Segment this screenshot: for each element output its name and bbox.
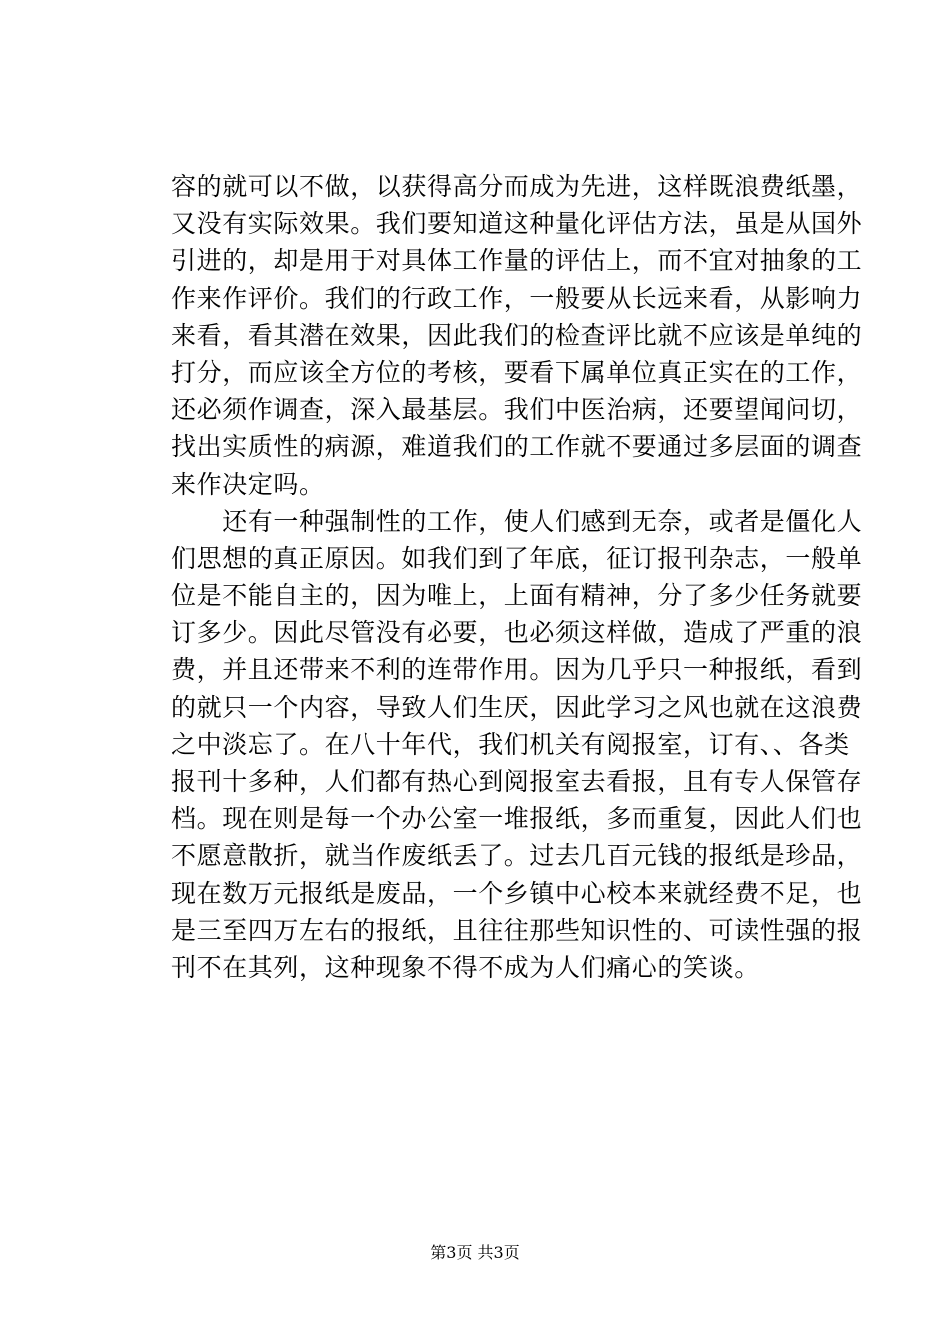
text-line: 们思想的真正原因。如我们到了年底，征订报刊杂志，一般单 <box>171 543 863 573</box>
text-line: 现在数万元报纸是废品，一个乡镇中心校本来就经费不足，也 <box>171 878 863 908</box>
text-line: 打分，而应该全方位的考核，要看下属单位真正实在的工作， <box>171 357 863 387</box>
text-line: 费，并且还带来不利的连带作用。因为几乎只一种报纸，看到 <box>171 655 863 685</box>
text-line: 引进的，却是用于对具体工作量的评估上，而不宜对抽象的工 <box>171 246 863 276</box>
text-line: 又没有实际效果。我们要知道这种量化评估方法，虽是从国外 <box>171 209 863 239</box>
body-text <box>171 168 863 986</box>
text-line: 来看，看其潜在效果，因此我们的检查评比就不应该是单纯的 <box>171 320 863 350</box>
text-line: 是三至四万左右的报纸，且往往那些知识性的、可读性强的报 <box>171 915 863 945</box>
text-line: 来作决定吗。 <box>171 469 325 499</box>
text-line: 位是不能自主的，因为唯上，上面有精神，分了多少任务就要 <box>171 581 863 611</box>
text-line: 容的就可以不做，以获得高分而成为先进，这样既浪费纸墨， <box>171 172 863 201</box>
text-line: 还必须作调查，深入最基层。我们中医治病，还要望闻问切， <box>171 395 863 425</box>
text-line: 订多少。因此尽管没有必要，也必须这样做，造成了严重的浪 <box>171 618 863 648</box>
text-line: 不愿意散折，就当作废纸丢了。过去几百元钱的报纸是珍品， <box>171 841 863 871</box>
text-line: 还有一种强制性的工作，使人们感到无奈，或者是僵化人 <box>171 506 863 536</box>
page-footer <box>0 1243 950 1263</box>
text-line: 之中淡忘了。在八十年代，我们机关有阅报室，订有、、各类 <box>171 729 850 759</box>
text-line: 的就只一个内容，导致人们生厌，因此学习之风也就在这浪费 <box>171 692 863 722</box>
text-line: 刊不在其列，这种现象不得不成为人们痛心的笑谈。 <box>171 952 760 982</box>
text-line: 报刊十多种，人们都有热心到阅报室去看报，且有专人保管存 <box>171 767 863 796</box>
page-number-label: 第3页 共3页 <box>430 1243 520 1262</box>
text-line: 档。现在则是每一个办公室一堆报纸，多而重复，因此人们也 <box>171 804 863 834</box>
text-line: 作来作评价。我们的行政工作，一般要从长远来看，从影响力 <box>171 283 863 313</box>
text-line: 找出实质性的病源，难道我们的工作就不要通过多层面的调查 <box>171 432 863 462</box>
